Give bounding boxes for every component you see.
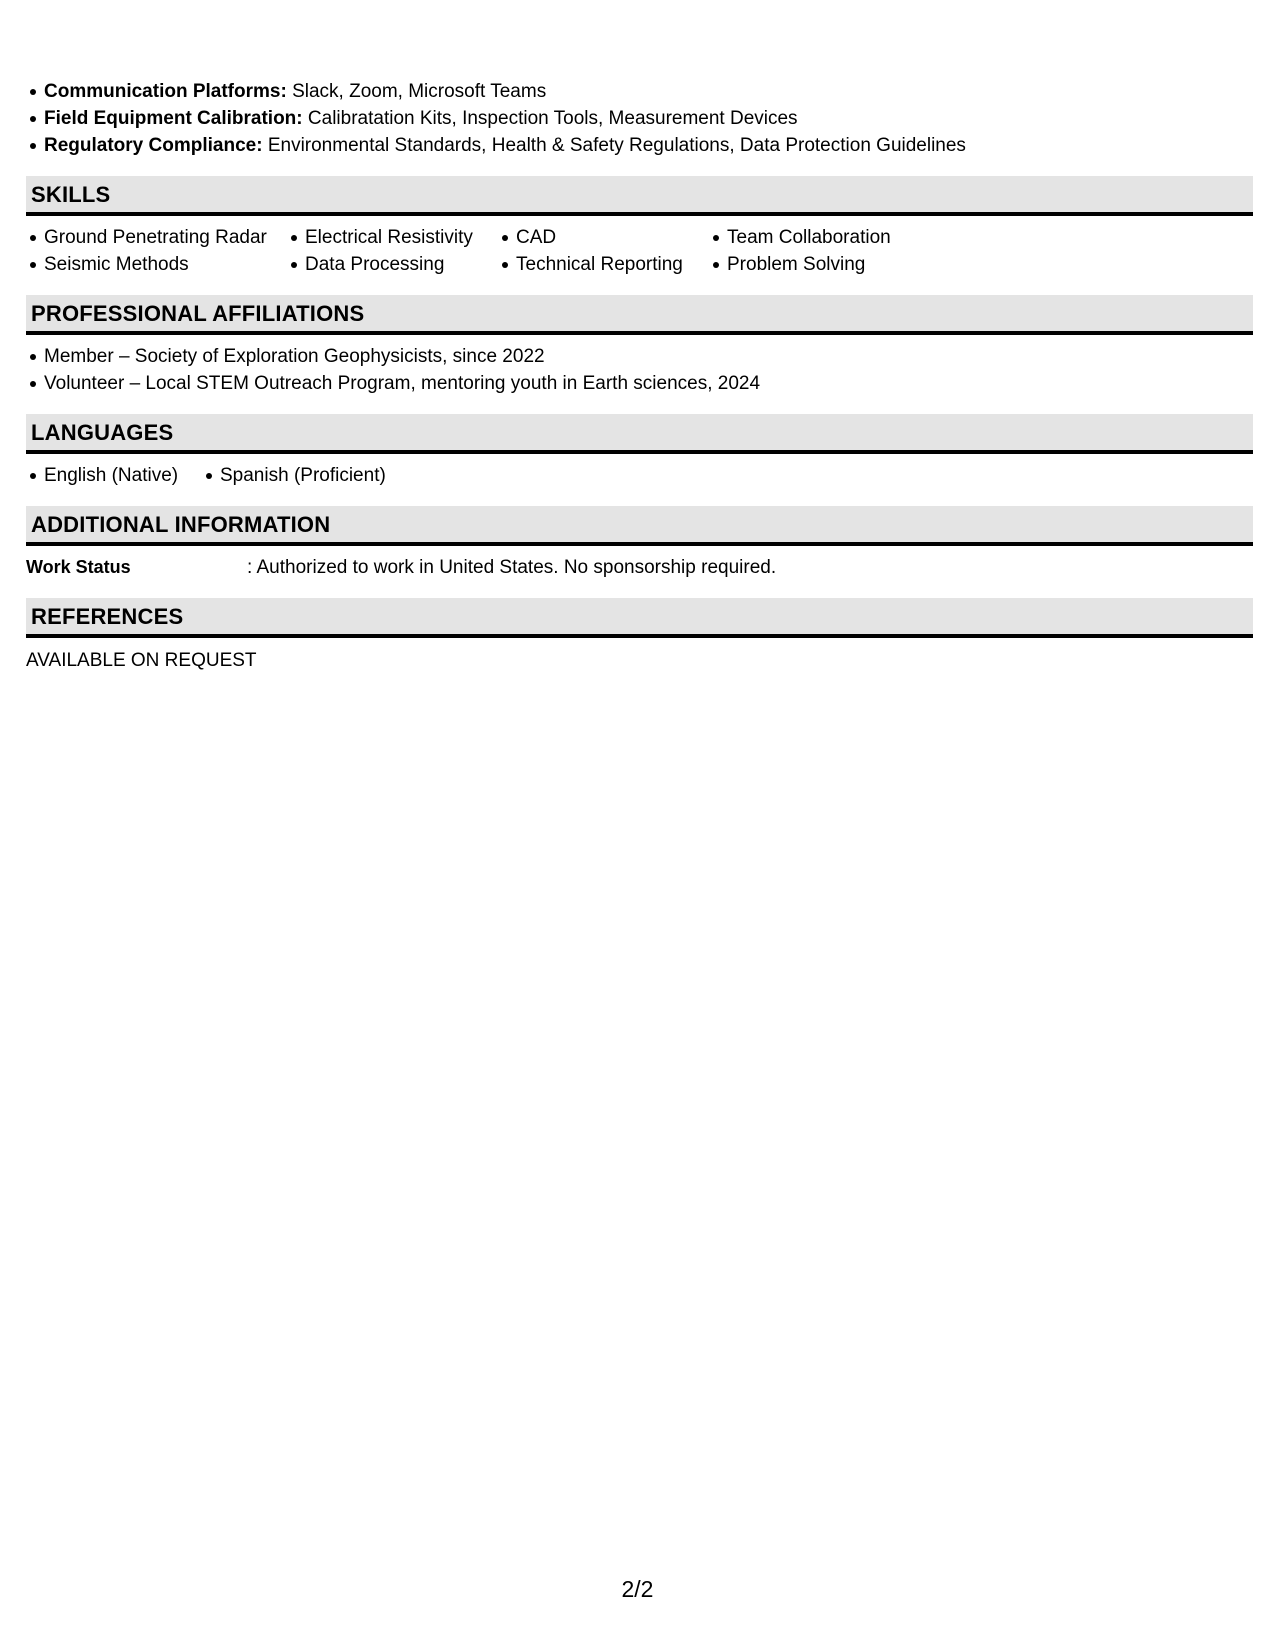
skill-item: Problem Solving <box>727 251 1027 278</box>
tool-value: Environmental Standards, Health & Safety Regulations, Data Protection Guidelines <box>262 135 966 156</box>
references-text: AVAILABLE ON REQUEST <box>26 650 257 671</box>
section-heading-skills: SKILLS <box>26 176 1253 216</box>
section-heading-affiliations: PROFESSIONAL AFFILIATIONS <box>26 295 1253 335</box>
skill-item: Ground Penetrating Radar <box>44 224 287 251</box>
section-heading-languages: LANGUAGES <box>26 414 1253 454</box>
skill-item: Data Processing <box>305 251 498 278</box>
skill-item: Seismic Methods <box>44 251 287 278</box>
languages-column <box>202 462 386 489</box>
tools-list <box>26 78 1253 159</box>
skills-column <box>709 224 1027 278</box>
skill-item: Team Collaboration <box>727 224 1027 251</box>
affiliations-list <box>26 343 1253 397</box>
page-number: 2/2 <box>621 1576 654 1602</box>
tool-value: Slack, Zoom, Microsoft Teams <box>286 81 547 102</box>
language-item: Spanish (Proficient) <box>220 462 386 489</box>
skill-item: Electrical Resistivity <box>305 224 498 251</box>
skills-column <box>287 224 498 278</box>
languages-column <box>26 462 202 489</box>
tool-label: Regulatory Compliance: <box>44 135 263 156</box>
work-status-row <box>26 554 1253 581</box>
affiliation-item: Volunteer – Local STEM Outreach Program, mentoring youth in Earth sciences, 2024 <box>44 370 1253 397</box>
skills-grid <box>26 224 1253 278</box>
resume-page <box>26 78 1253 674</box>
skill-item: Technical Reporting <box>516 251 709 278</box>
languages-row <box>26 462 1253 489</box>
section-heading-additional-info: ADDITIONAL INFORMATION <box>26 506 1253 546</box>
list-item <box>44 78 1253 105</box>
skill-item: CAD <box>516 224 709 251</box>
tool-value: Calibratation Kits, Inspection Tools, Measurement Devices <box>302 108 798 129</box>
language-item: English (Native) <box>44 462 202 489</box>
work-status-value: : Authorized to work in United States. No sponsorship required. <box>247 557 777 578</box>
affiliation-item: Member – Society of Exploration Geophysicists, since 2022 <box>44 343 1253 370</box>
tool-label: Communication Platforms: <box>44 81 287 102</box>
skills-column <box>498 224 709 278</box>
list-item <box>44 105 1253 132</box>
list-item <box>44 132 1253 159</box>
tool-label: Field Equipment Calibration: <box>44 108 303 129</box>
section-heading-references: REFERENCES <box>26 598 1253 638</box>
work-status-label: Work Status <box>26 557 131 577</box>
skills-column <box>26 224 287 278</box>
